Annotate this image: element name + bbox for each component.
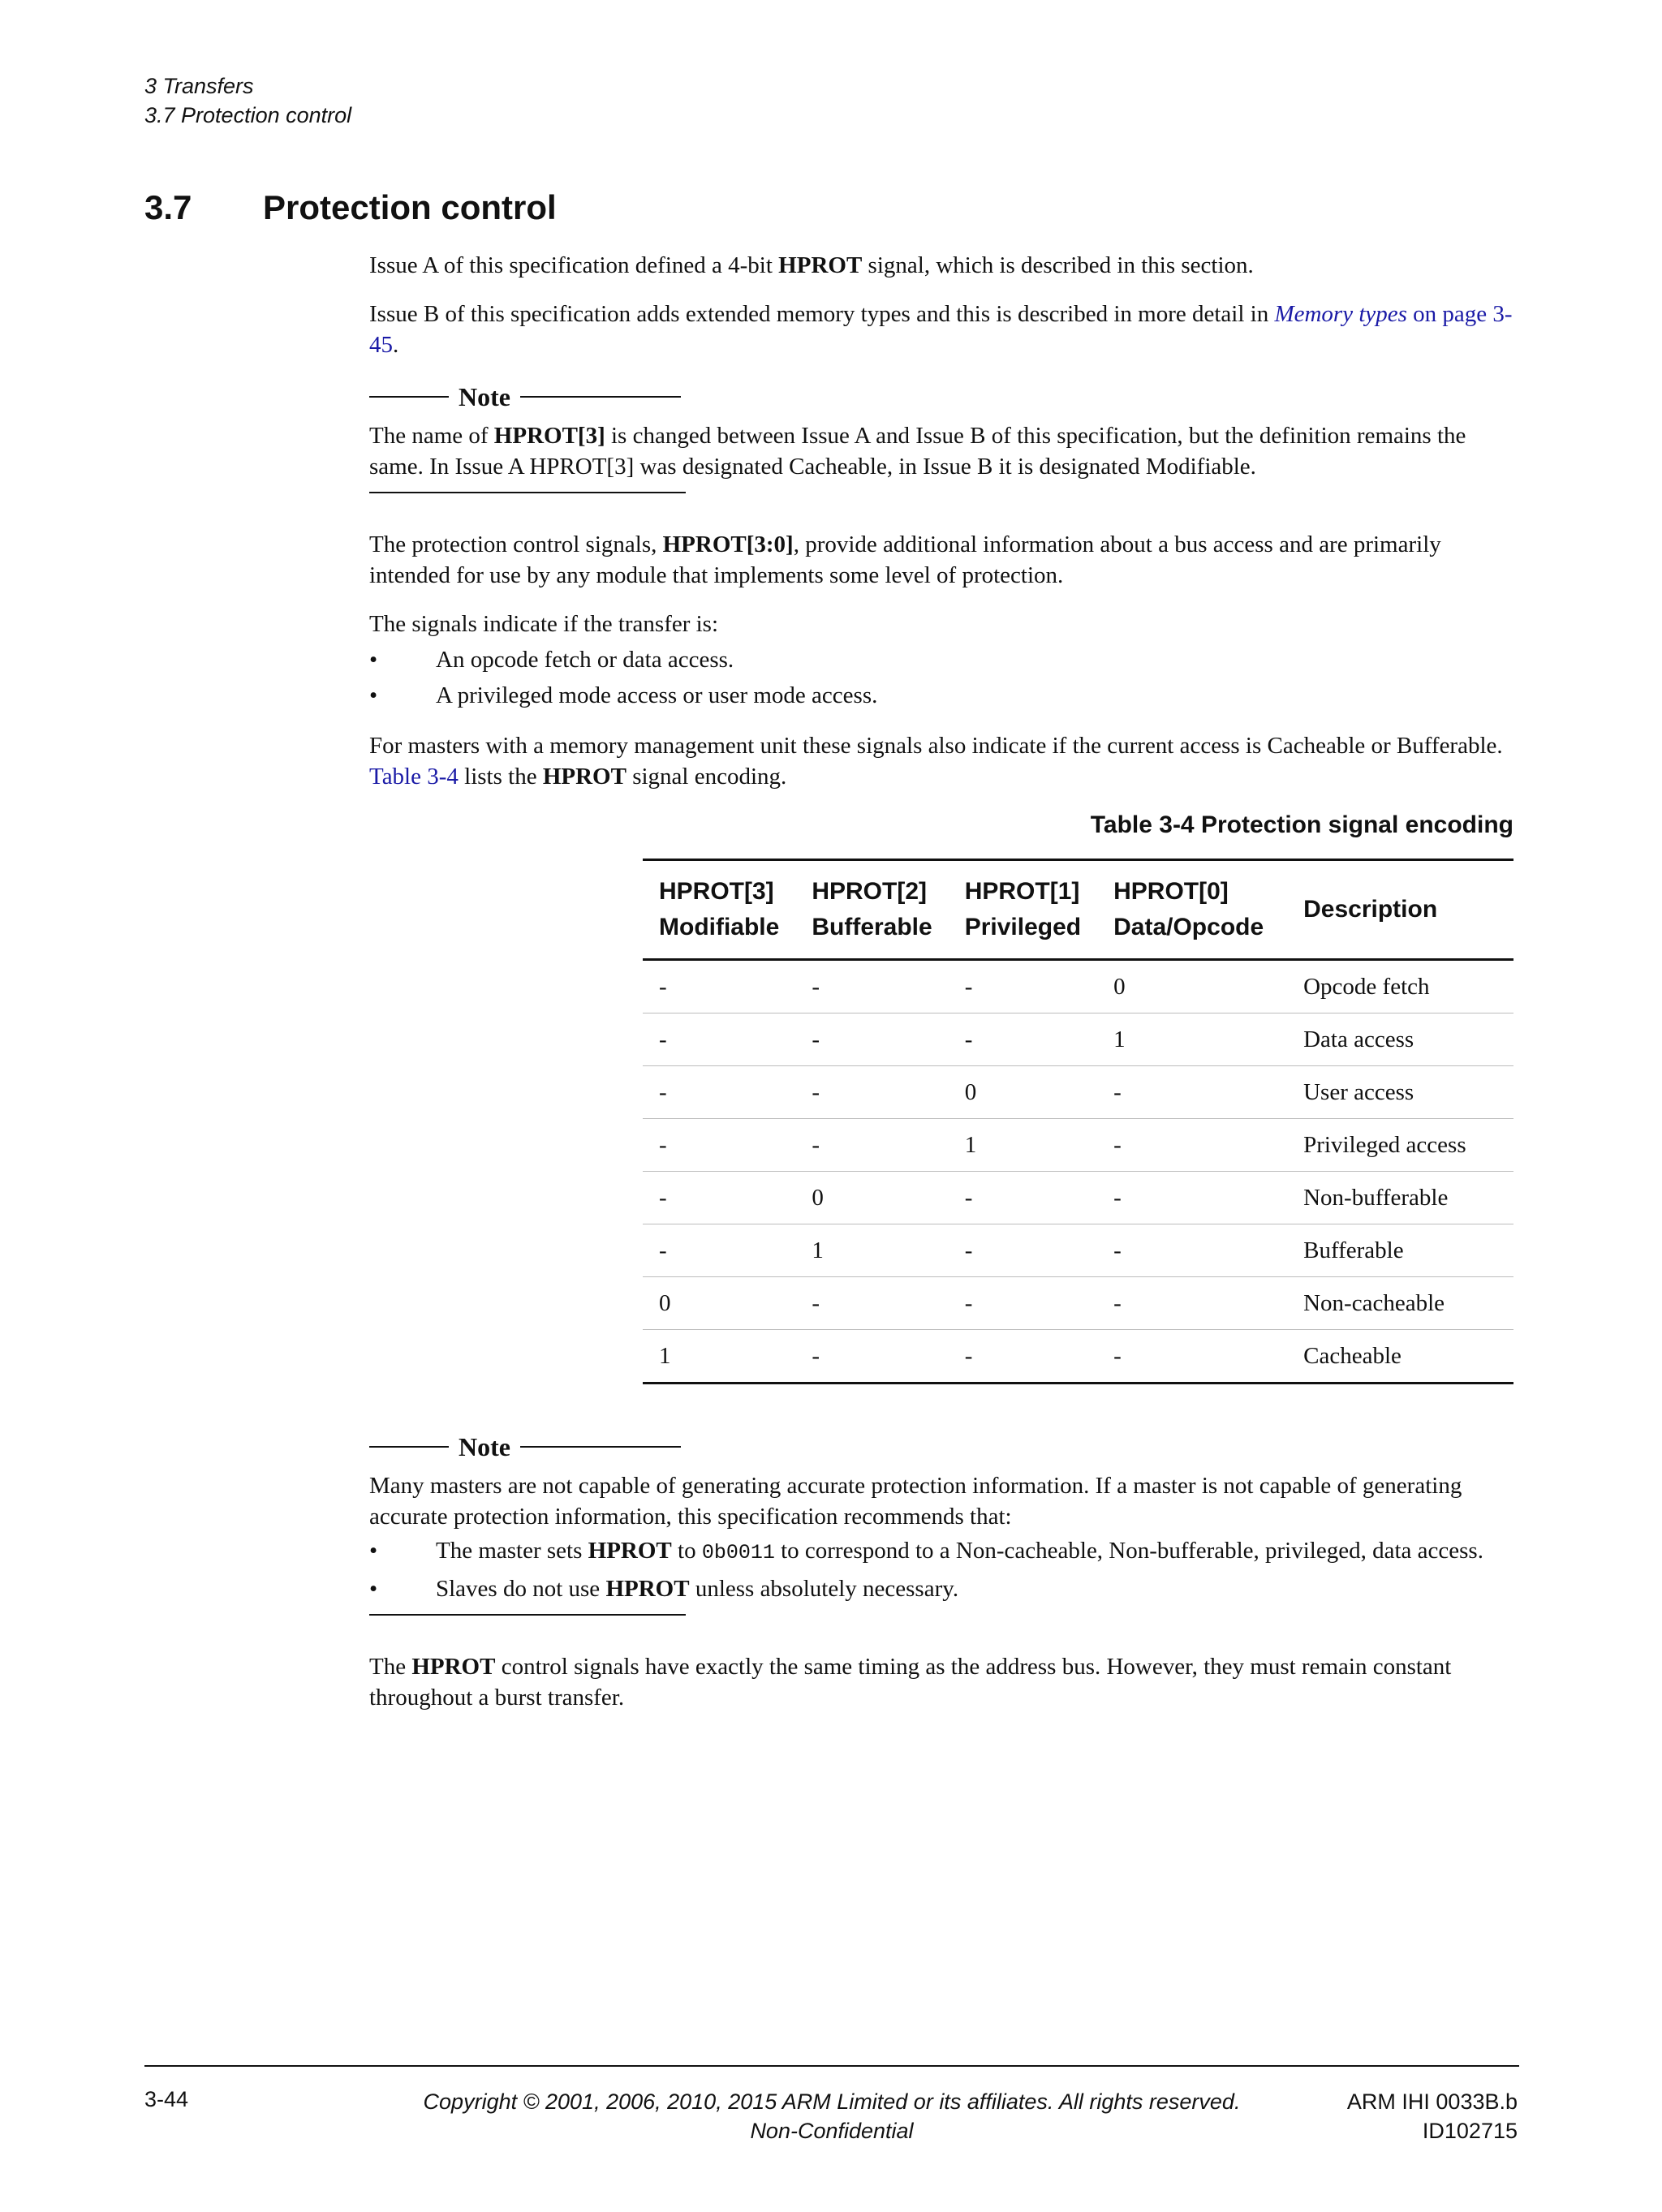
text: signal, which is described in this section. [862, 252, 1254, 278]
cell: - [1097, 1119, 1287, 1172]
cell: - [795, 1013, 948, 1066]
cell: - [643, 1119, 795, 1172]
note-label: Note [459, 1432, 510, 1461]
cell: - [949, 960, 1097, 1013]
table-header-row [643, 860, 1513, 960]
text: . [393, 332, 399, 358]
footer-page-number: 3-44 [144, 2087, 189, 2111]
cell: Bufferable [1287, 1224, 1513, 1277]
cell: Non-bufferable [1287, 1172, 1513, 1224]
running-header [144, 71, 351, 130]
note-label: Note [459, 382, 510, 411]
paragraph-issue-a [369, 250, 1513, 281]
note-header [369, 1431, 1513, 1462]
cell: - [949, 1277, 1097, 1330]
cell: 0 [643, 1277, 795, 1330]
list-item [369, 1535, 1513, 1569]
paragraph-signals-indicate: The signals indicate if the transfer is: [369, 611, 719, 637]
text: control signals have exactly the same timing as the address bus. However, they must remain constant throughout a burst transfer. [369, 1654, 1452, 1711]
bullet: • [369, 1538, 378, 1564]
cell: 0 [949, 1066, 1097, 1119]
text: to [671, 1538, 702, 1564]
cell: 1 [795, 1224, 948, 1277]
footer-copyright [349, 2087, 1315, 2145]
table-caption: Table 3-4 Protection signal encoding [1090, 811, 1513, 838]
list-item [369, 680, 1513, 711]
text: Slaves do not use [436, 1576, 606, 1602]
text: The name of [369, 423, 494, 449]
note-text [369, 420, 1513, 482]
cell: - [1097, 1330, 1287, 1384]
signal-name: HPROT[3:0] [662, 531, 794, 557]
bullet: • [369, 682, 378, 708]
note-body [369, 420, 1513, 482]
confidentiality-text: Non-Confidential [750, 2119, 914, 2143]
protection-encoding-table [643, 859, 1513, 1384]
table-row [643, 1172, 1513, 1224]
text: Issue B of this specification adds extended memory types and this is described in more detail in [369, 301, 1275, 327]
header-section: 3.7 Protection control [144, 103, 352, 127]
col-header-description: Description [1303, 896, 1438, 923]
text: An opcode fetch or data access. [436, 647, 734, 673]
cell: - [949, 1330, 1097, 1384]
memory-types-link[interactable]: Memory types [1274, 301, 1407, 327]
cell: - [1097, 1066, 1287, 1119]
text: Issue A of this specification defined a 4-bit [369, 252, 779, 278]
footer-doc-id [1347, 2087, 1518, 2145]
col-header: HPROT[2] Bufferable [812, 878, 932, 940]
paragraph-timing [369, 1651, 1513, 1713]
text: lists the [458, 764, 543, 790]
note-block-1 [369, 381, 1513, 493]
cell: - [795, 1066, 948, 1119]
list-item [369, 644, 1513, 675]
table-row [643, 1013, 1513, 1066]
cell: - [795, 1277, 948, 1330]
cell: Cacheable [1287, 1330, 1513, 1384]
cell: - [1097, 1224, 1287, 1277]
table-row [643, 1066, 1513, 1119]
text: A privileged mode access or user mode access. [436, 682, 878, 708]
col-header: HPROT[3] Modifiable [659, 878, 780, 940]
note-header [369, 381, 1513, 412]
cell: - [1097, 1277, 1287, 1330]
cell: User access [1287, 1066, 1513, 1119]
table-ref-link[interactable]: Table 3-4 [369, 764, 459, 790]
text: The protection control signals, [369, 531, 663, 557]
signal-name: HPROT [778, 252, 863, 278]
text: The [369, 1654, 412, 1680]
bullet: • [369, 647, 378, 673]
cell: 1 [643, 1330, 795, 1384]
text: is changed between Issue A and Issue B of this specification, but the definition remains the same. In Issue A HPROT[3] was designated Cacheable, in Issue B it is designated Modifiable. [369, 423, 1466, 480]
cell: - [949, 1013, 1097, 1066]
cell: Non-cacheable [1287, 1277, 1513, 1330]
note-text: Many masters are not capable of generating accurate protection information. If a master is not capable of generating accurate protection information, this specification recommends that: [369, 1473, 1462, 1530]
cell: - [795, 1119, 948, 1172]
signal-name: HPROT [411, 1654, 496, 1680]
section-number: 3.7 [144, 188, 192, 226]
text: unless absolutely necessary. [689, 1576, 959, 1602]
footer-rule [144, 2065, 1519, 2067]
table-row [643, 1330, 1513, 1384]
paragraph-mmu [369, 730, 1513, 792]
table-row [643, 1277, 1513, 1330]
cell: 0 [795, 1172, 948, 1224]
cell: 1 [1097, 1013, 1287, 1066]
col-header: HPROT[0] Data/Opcode [1113, 878, 1264, 940]
text: For masters with a memory management unit these signals also indicate if the current access is Cacheable or Bufferable. [369, 733, 1503, 759]
cell: 0 [1097, 960, 1287, 1013]
cell: Opcode fetch [1287, 960, 1513, 1013]
section-heading [144, 188, 557, 227]
cell: - [643, 1224, 795, 1277]
col-header: HPROT[1] Privileged [964, 878, 1082, 940]
paragraph-protection-signals [369, 529, 1513, 591]
text: , provide additional information about a bus access and are primarily intended for use by any module that implements some level of protection. [369, 531, 1441, 588]
note-bullet-list [369, 1535, 1513, 1604]
cell: - [643, 1172, 795, 1224]
text: to correspond to a Non-cacheable, Non-bufferable, privileged, data access. [774, 1538, 1483, 1564]
note-body [369, 1470, 1513, 1604]
cell: 1 [949, 1119, 1097, 1172]
cell: - [795, 960, 948, 1013]
page-ref-link[interactable]: on page 3-45 [369, 301, 1513, 358]
cell: - [1097, 1172, 1287, 1224]
cell: Data access [1287, 1013, 1513, 1066]
section-title: Protection control [263, 188, 557, 226]
body-content [369, 250, 1513, 1731]
bullet-list [369, 644, 1513, 711]
cell: - [643, 1013, 795, 1066]
text: The master sets [436, 1538, 588, 1564]
signal-name: HPROT [605, 1576, 690, 1602]
cell: - [949, 1172, 1097, 1224]
list-item [369, 1573, 1513, 1604]
note-block-2 [369, 1431, 1513, 1616]
cell: - [949, 1224, 1097, 1277]
text: signal encoding. [626, 764, 787, 790]
header-chapter: 3 Transfers [144, 74, 254, 98]
note-end-rule [369, 492, 686, 493]
copyright-text: Copyright © 2001, 2006, 2010, 2015 ARM Limited or its affiliates. All rights reserved. [423, 2089, 1241, 2114]
doc-id: ARM IHI 0033B.b [1346, 2089, 1518, 2114]
paragraph-issue-b [369, 299, 1513, 360]
cell: - [795, 1330, 948, 1384]
bullet: • [369, 1576, 378, 1602]
doc-revision: ID102715 [1422, 2119, 1518, 2143]
code-value: 0b0011 [701, 1541, 775, 1564]
cell: - [643, 1066, 795, 1119]
table-row [643, 960, 1513, 1013]
signal-name: HPROT[3] [493, 423, 605, 449]
signal-name: HPROT [588, 1538, 672, 1564]
table-row [643, 1224, 1513, 1277]
cell: Privileged access [1287, 1119, 1513, 1172]
table-row [643, 1119, 1513, 1172]
signal-name: HPROT [542, 764, 626, 790]
note-end-rule [369, 1614, 686, 1616]
cell: - [643, 960, 795, 1013]
